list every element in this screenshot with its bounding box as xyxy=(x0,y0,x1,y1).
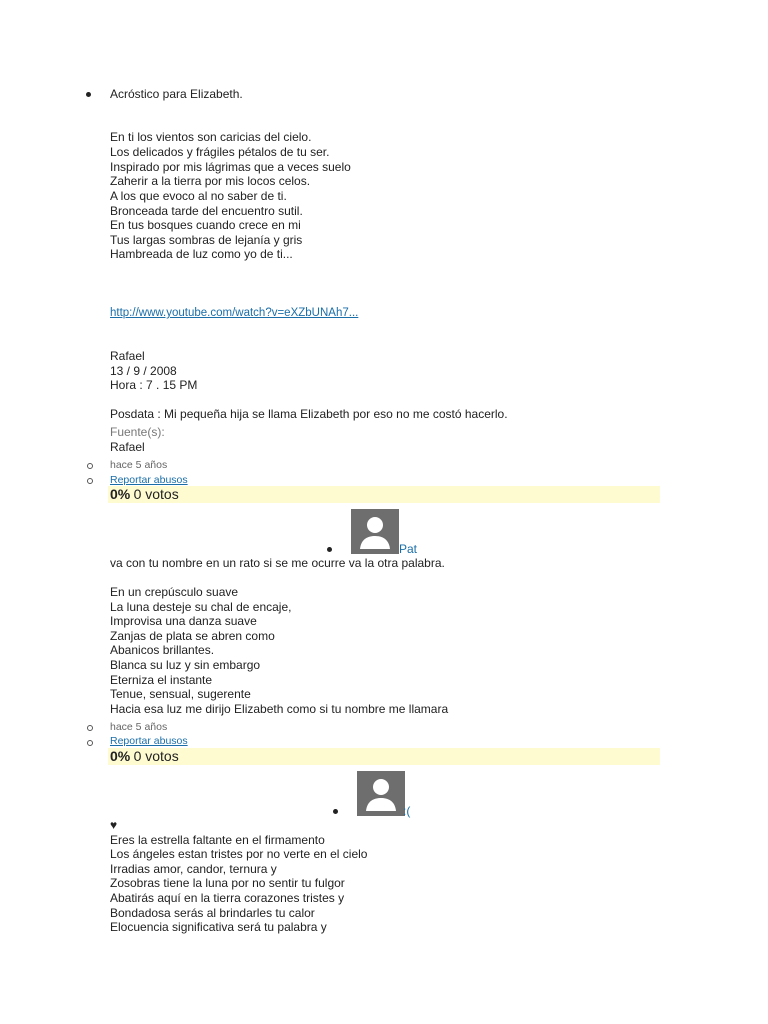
poem-line: Bondadosa serás al brindarles tu calor xyxy=(110,906,315,920)
poem-line: En ti los vientos son caricias del cielo. xyxy=(110,130,312,144)
signature-date: 13 / 9 / 2008 xyxy=(110,364,177,378)
postscript: Posdata : Mi pequeña hija se llama Elizabeth por eso no me costó hacerlo. xyxy=(110,407,508,421)
vote-count: 0 votos xyxy=(133,748,179,764)
poem-line: Tus largas sombras de lejanía y gris xyxy=(110,233,303,247)
list-bullet-circle xyxy=(87,463,93,469)
poem-line: La luna desteje su chal de encaje, xyxy=(110,600,292,614)
vote-percentage: 0% xyxy=(110,486,131,502)
default-user-avatar-icon xyxy=(351,509,399,554)
poem-line: Hacia esa luz me dirijo Elizabeth como si tu nombre me llamara xyxy=(110,702,449,716)
report-abuse-link[interactable]: Reportar abusos xyxy=(110,474,188,486)
poem-line: Blanca su luz y sin embargo xyxy=(110,658,261,672)
vote-count: 0 votos xyxy=(133,486,179,502)
poem-line: A los que evoco al no saber de ti. xyxy=(110,189,287,203)
poem-line: Bronceada tarde del encuentro sutil. xyxy=(110,204,303,218)
list-bullet xyxy=(327,547,332,552)
list-bullet xyxy=(333,809,338,814)
poem-line: Los delicados y frágiles pétalos de tu ser. xyxy=(110,145,330,159)
poem-line: Eres la estrella faltante en el firmamento xyxy=(110,833,325,847)
default-user-avatar-icon xyxy=(357,771,405,816)
poem-line: Elocuencia significativa será tu palabra y xyxy=(110,920,327,934)
signature-name: Rafael xyxy=(110,349,145,363)
poem-line: Hambreada de luz como yo de ti... xyxy=(110,247,293,261)
list-bullet-circle xyxy=(87,740,93,746)
poem-line: En tus bosques cuando crece en mi xyxy=(110,218,301,232)
answer-time: hace 5 años xyxy=(110,721,168,733)
vote-bar xyxy=(108,486,660,503)
poem-line: Abatirás aquí en la tierra corazones tristes y xyxy=(110,891,345,905)
poem-line: Zaherir a la tierra por mis locos celos. xyxy=(110,174,311,188)
list-bullet-circle xyxy=(87,478,93,484)
vote-percentage: 0% xyxy=(110,748,131,764)
answer-title: Acróstico para Elizabeth. xyxy=(110,87,243,101)
user-name-link[interactable]: Pat xyxy=(399,542,418,556)
list-bullet xyxy=(86,92,91,97)
source-label: Fuente(s): xyxy=(110,425,165,439)
poem-line: Tenue, sensual, sugerente xyxy=(110,687,251,701)
user-name-link[interactable]: :( xyxy=(403,804,411,818)
poem-line: Inspirado por mis lágrimas que a veces suelo xyxy=(110,160,351,174)
poem-line: Zanjas de plata se abren como xyxy=(110,629,275,643)
poem-line: En un crepúsculo suave xyxy=(110,585,239,599)
source-value: Rafael xyxy=(110,440,145,454)
poem-line: Eterniza el instante xyxy=(110,673,213,687)
poem-line: Zosobras tiene la luna por no sentir tu fulgor xyxy=(110,876,345,890)
poem-line: Irradias amor, candor, ternura y xyxy=(110,862,277,876)
poem-line: Abanicos brillantes. xyxy=(110,643,215,657)
vote-bar xyxy=(108,748,660,765)
report-abuse-link[interactable]: Reportar abusos xyxy=(110,735,188,747)
answer-time: hace 5 años xyxy=(110,459,168,471)
user-avatar[interactable] xyxy=(351,509,399,554)
answer-intro: va con tu nombre en un rato si se me ocurre va la otra palabra. xyxy=(110,556,445,570)
signature-time: Hora : 7 . 15 PM xyxy=(110,378,198,392)
poem-line: Los ángeles estan tristes por no verte en el cielo xyxy=(110,847,368,861)
list-bullet-circle xyxy=(87,725,93,731)
user-avatar[interactable] xyxy=(357,771,405,816)
youtube-link[interactable]: http://www.youtube.com/watch?v=eXZbUNAh7... xyxy=(110,307,359,319)
heart-symbol: ♥ xyxy=(110,818,118,832)
poem-line: Improvisa una danza suave xyxy=(110,614,257,628)
